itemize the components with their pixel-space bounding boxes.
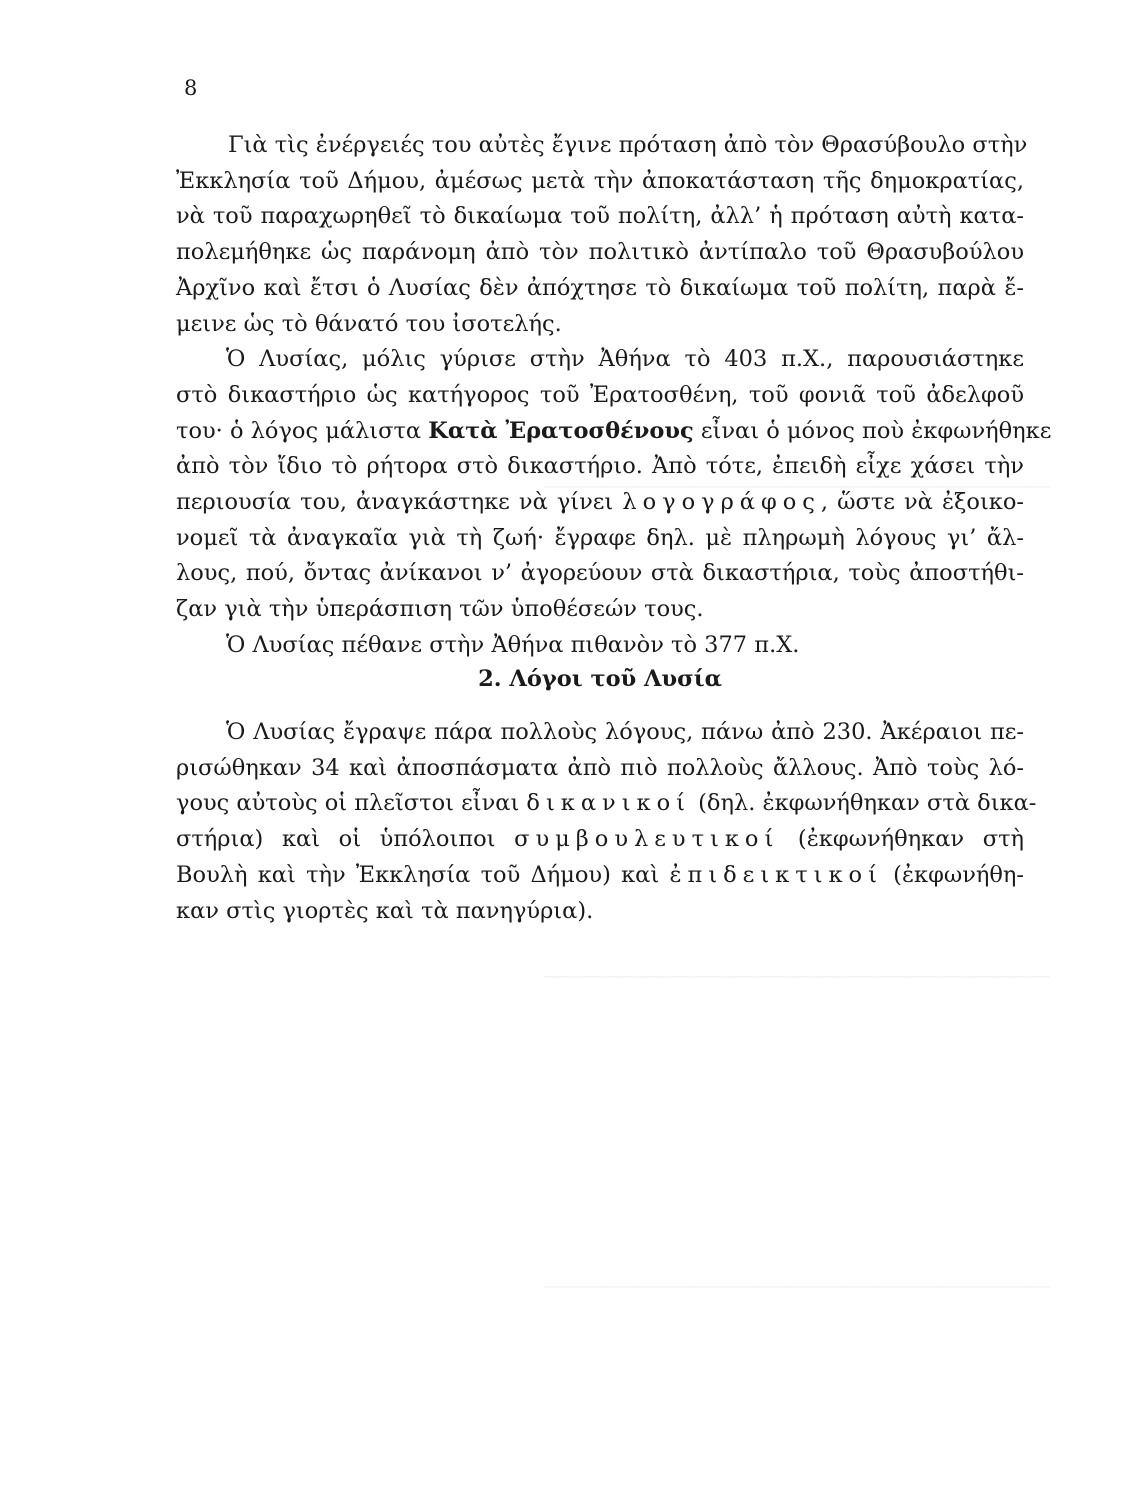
paragraph-line: ρισώθηκαν 34 καὶ ἀποσπάσματα ἀπὸ πιὸ πολλοὺς ἄλλους. Ἀπὸ τοὺς λό- xyxy=(176,754,1024,781)
text-run: (ἐκφωνήθη- xyxy=(882,861,1024,888)
emphasized-term: λογογράφος xyxy=(622,489,821,516)
paragraph-line xyxy=(176,414,1052,450)
body-section-2 xyxy=(176,715,1037,929)
paragraph-line: λους, πού, ὄντας ἀνίκανοι ν’ ἀγορεύουν στὰ δικαστήρια, τοὺς ἀποστήθι- xyxy=(176,560,1024,587)
paragraph-line: Ἀρχῖνο καὶ ἔτσι ὁ Λυσίας δὲν ἀπόχτησε τὸ δικαίωμα τοῦ πολίτη, παρὰ ἔ- xyxy=(176,274,1024,301)
paragraph-line xyxy=(176,786,1037,822)
text-run: (ἐκφωνήθηκαν στὴ xyxy=(779,826,1024,853)
page-number: 8 xyxy=(184,76,198,100)
paragraph-line: μεινε ὡς τὸ θάνατό του ἰσοτελής. xyxy=(176,310,562,337)
paragraph-line: Γιὰ τὶς ἐνέργειές του αὐτὲς ἔγινε πρόταση ἀπὸ τὸν Θρασύβουλο στὴν xyxy=(228,132,1028,158)
paragraph-line: νὰ τοῦ παραχωρηθεῖ τὸ δικαίωμα τοῦ πολίτη, ἀλλ’ ἡ πρόταση αὐτὴ κατα- xyxy=(176,203,1024,230)
paragraph-line: στὸ δικαστήριο ὡς κατήγορος τοῦ Ἐρατοσθένη, τοῦ φονιᾶ τοῦ ἀδελφοῦ xyxy=(176,381,1024,408)
emphasized-term: ἐπιδεικτικοί xyxy=(669,861,883,888)
paragraph-line: Ὁ Λυσίας, μόλις γύρισε στὴν Ἀθήνα τὸ 403 π.Χ., παρουσιάστηκε xyxy=(226,346,1024,373)
text-run: του· ὁ λόγος μάλιστα xyxy=(176,417,429,444)
speech-title: Κατὰ Ἐρατοσθένους xyxy=(428,417,694,444)
text-run: στήρια) καὶ οἱ ὑπόλοιποι xyxy=(176,826,515,853)
paragraph-line xyxy=(176,858,1024,894)
text-run: Βουλὴ καὶ τὴν Ἐκκλησία τοῦ Δήμου) καὶ xyxy=(176,861,670,888)
emphasized-term: συμβουλευτικοί xyxy=(514,826,780,853)
paragraph-line: καν στὶς γιορτὲς καὶ τὰ πανηγύρια). xyxy=(176,897,594,924)
text-run: περιουσία του, ἀναγκάστηκε νὰ γίνει xyxy=(176,489,623,516)
body-section-1 xyxy=(176,128,1052,664)
text-run: , ὥστε νὰ ἐξοικο- xyxy=(820,489,1024,516)
text-run: εἶναι ὁ μόνος ποὺ ἐκφωνήθηκε xyxy=(693,417,1052,444)
paragraph-line: πολεμήθηκε ὡς παράνομη ἀπὸ τὸν πολιτικὸ ἀντίπαλο τοῦ Θρασυβούλου xyxy=(176,239,1024,266)
text-run: (δηλ. ἐκφωνήθηκαν στὰ δικα- xyxy=(690,790,1037,817)
paragraph-line: ἀπὸ τὸν ἴδιο τὸ ρήτορα στὸ δικαστήριο. Ἀπὸ τότε, ἐπειδὴ εἶχε χάσει τὴν xyxy=(176,453,1024,480)
paragraph-line: ζαν γιὰ τὴν ὑπεράσπιση τῶν ὑποθέσεών τους. xyxy=(176,596,704,623)
paragraph-line xyxy=(176,822,1024,858)
emphasized-term: δικανικοί xyxy=(526,790,691,817)
section-heading: 2. Λόγοι τοῦ Λυσία xyxy=(478,666,722,692)
text-run: γους αὐτοὺς οἱ πλεῖστοι εἶναι xyxy=(176,790,527,817)
paragraph-line: Ὁ Λυσίας πέθανε στὴν Ἀθήνα πιθανὸν τὸ 377 π.Χ. xyxy=(226,631,800,658)
paragraph-line xyxy=(176,485,1024,521)
paragraph-line: νομεῖ τὰ ἀναγκαῖα γιὰ τὴ ζωή· ἔγραφε δηλ. μὲ πληρωμὴ λόγους γι’ ἄλ- xyxy=(176,524,1024,551)
paragraph-line: Ὁ Λυσίας ἔγραψε πάρα πολλοὺς λόγους, πάνω ἀπὸ 230. Ἀκέραιοι πε- xyxy=(226,719,1024,745)
paragraph-line: Ἐκκλησία τοῦ Δήμου, ἀμέσως μετὰ τὴν ἀποκατάσταση τῆς δημοκρατίας, xyxy=(176,167,1024,194)
